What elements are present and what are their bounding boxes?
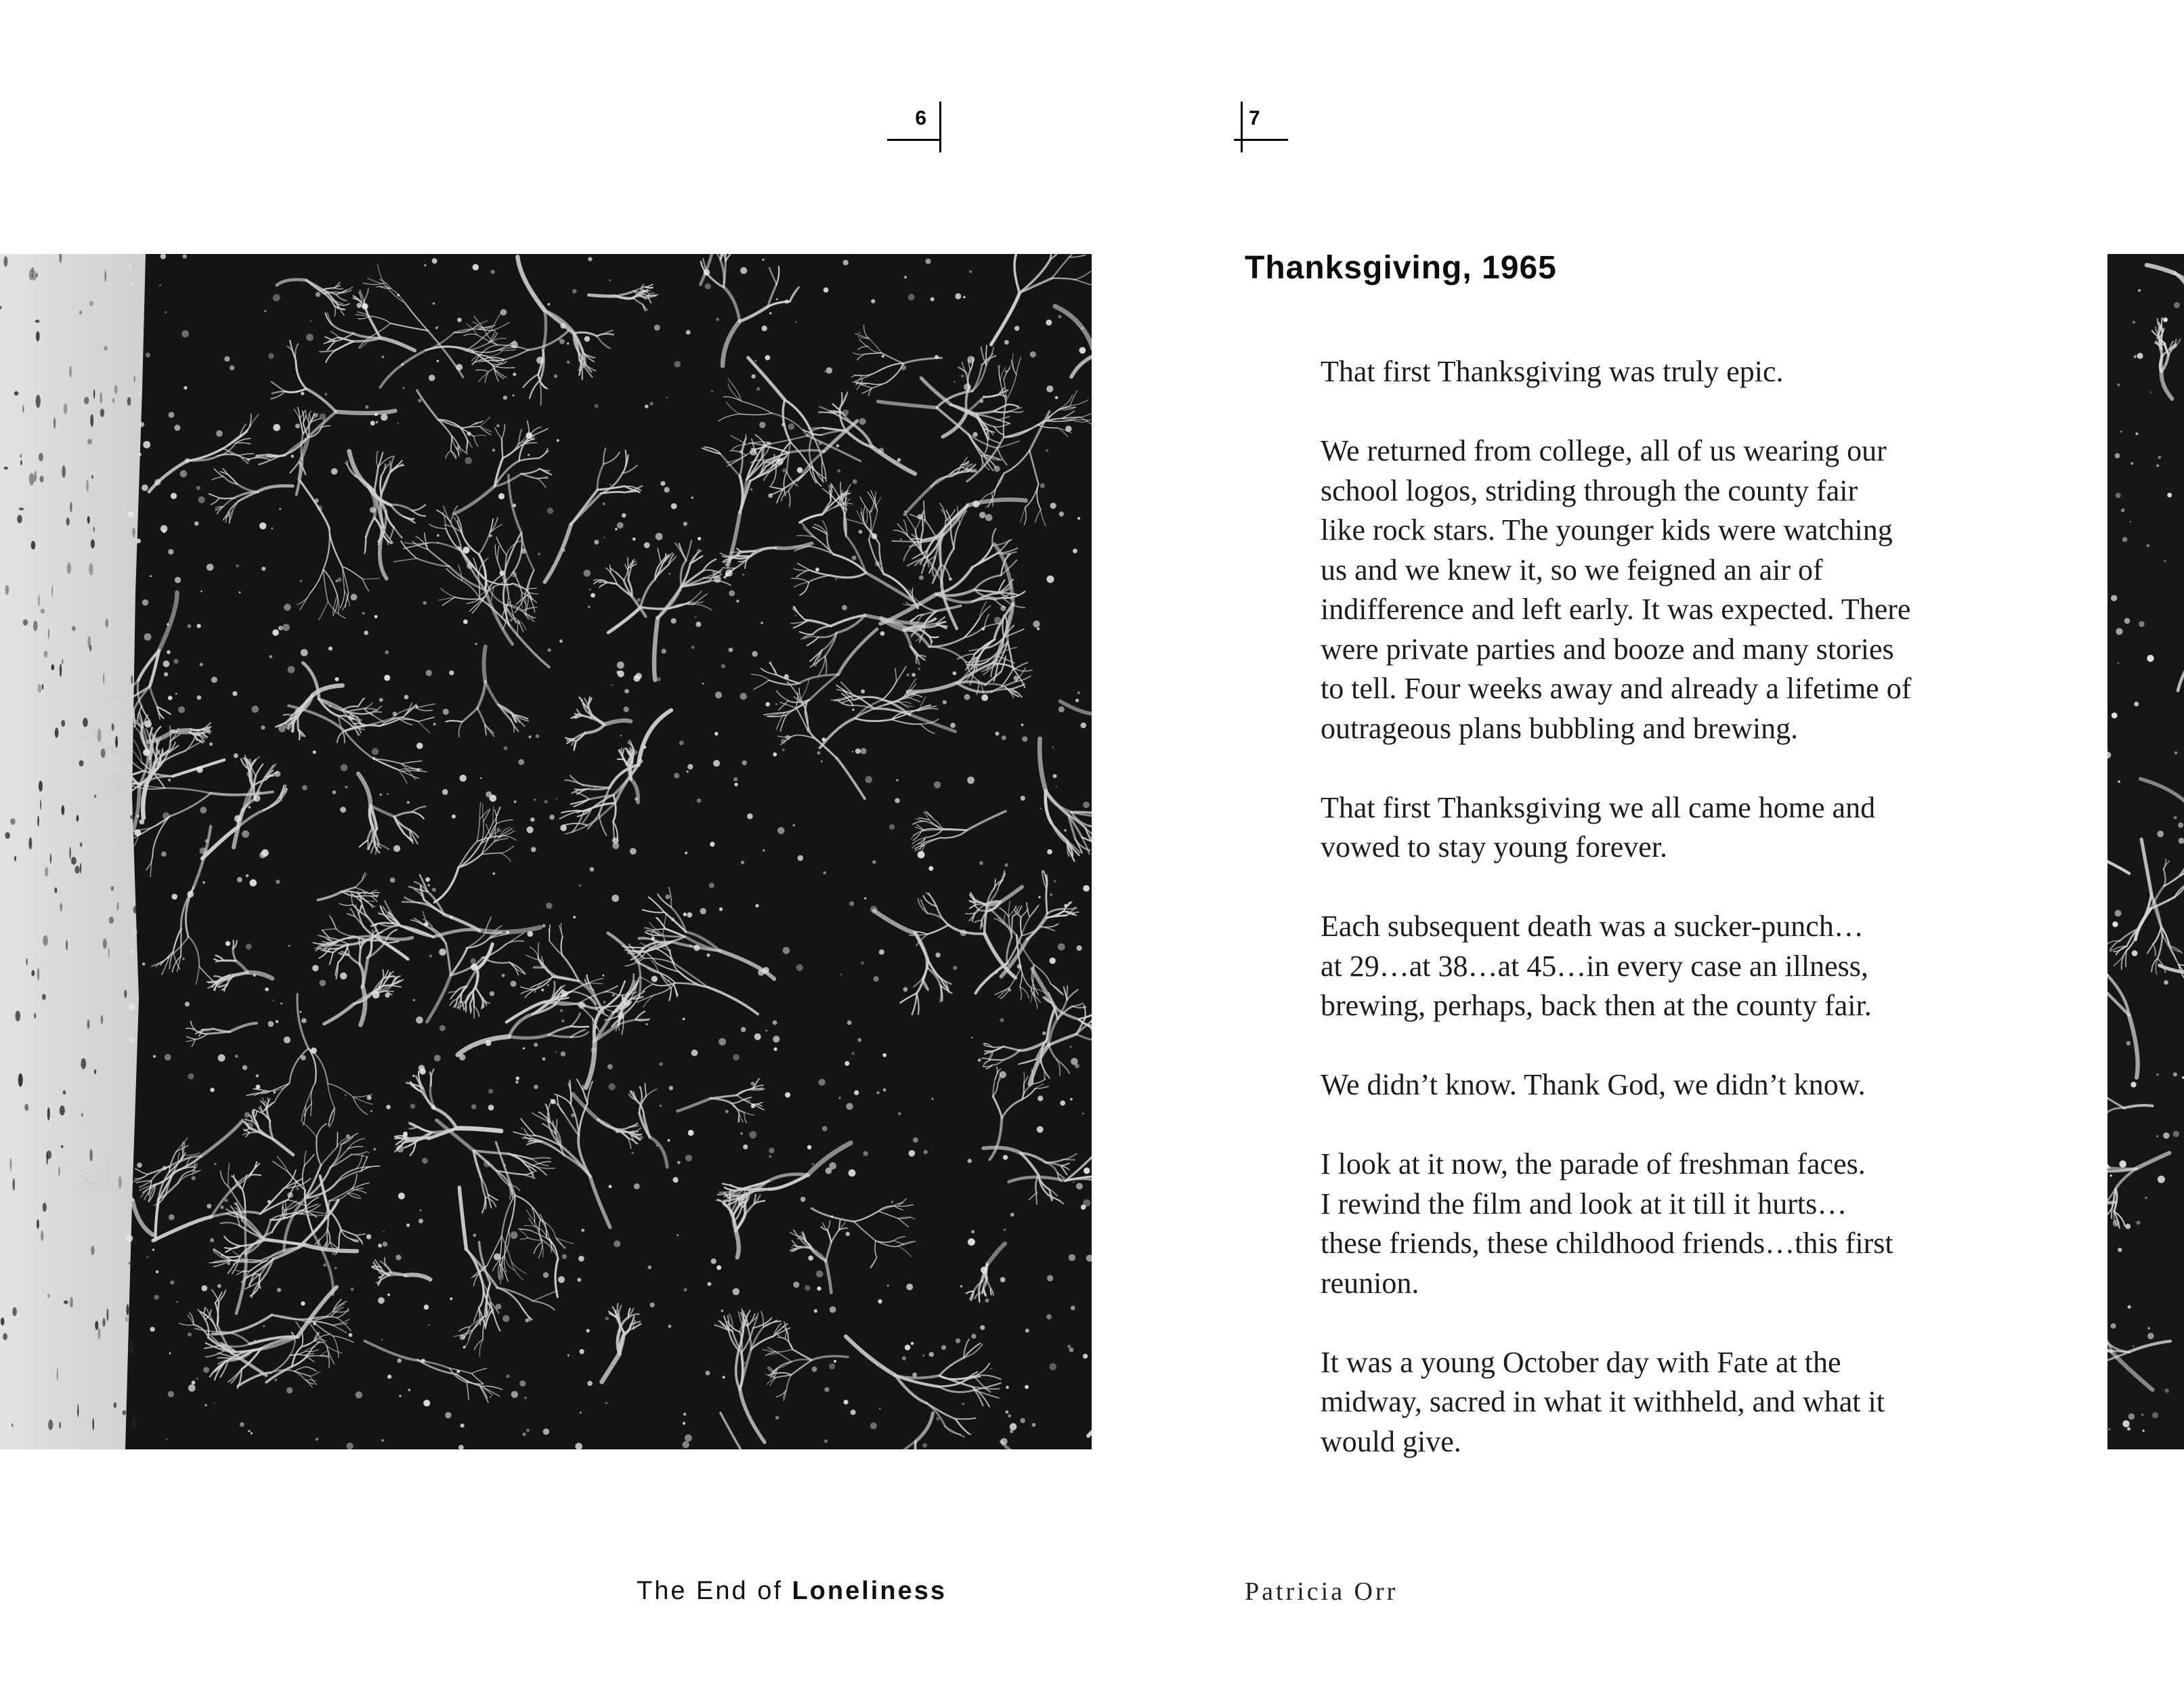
crop-mark-vertical <box>1241 102 1243 152</box>
page-number-mark-right <box>1234 102 1288 152</box>
page-number-left: 6 <box>915 107 926 129</box>
stanza: That first Thanksgiving we all came home and vowed to stay young forever. <box>1321 790 1876 864</box>
snowy-branches-photo <box>0 254 1092 1449</box>
crop-mark-horizontal <box>1234 139 1288 141</box>
running-footer-book-title <box>637 1577 947 1606</box>
page-number-mark-left <box>887 102 941 152</box>
running-footer-author: Patricia Orr <box>1245 1577 1398 1606</box>
poem-body <box>1321 352 2025 1502</box>
book-title-prefix: The End of <box>637 1577 792 1605</box>
book-title-bold: Loneliness <box>792 1577 947 1605</box>
stanza: I look at it now, the parade of freshman faces. I rewind the film and look at it till it hurts… these friends, these childhood friends…this first reunion. <box>1321 1147 1893 1300</box>
crop-mark-vertical <box>939 102 941 152</box>
stanza: We didn’t know. Thank God, we didn’t know. <box>1321 1068 1866 1101</box>
crop-mark-horizontal <box>887 139 941 141</box>
stanza: Each subsequent death was a sucker-punch… at 29…at 38…at 45…in every case an illness, brewing, perhaps, back then at the county fair. <box>1321 910 1872 1022</box>
poem-title: Thanksgiving, 1965 <box>1245 250 1557 286</box>
snowy-branches-photo-fragment <box>2107 254 2184 1449</box>
stanza: It was a young October day with Fate at the midway, sacred in what it withheld, and what it would give. <box>1321 1345 1885 1458</box>
stanza: We returned from college, all of us wearing our school logos, striding through the county fair like rock stars. The younger kids were watching us and we knew it, so we feigned an air of indifference and left early. It was expected. There were private parties and booze and many stories to tell. Four weeks away and already a lifetime of outrageous plans bubbling and brewing. <box>1321 434 1912 745</box>
page-number-right: 7 <box>1249 107 1260 129</box>
stanza: That first Thanksgiving was truly epic. <box>1321 355 1784 388</box>
